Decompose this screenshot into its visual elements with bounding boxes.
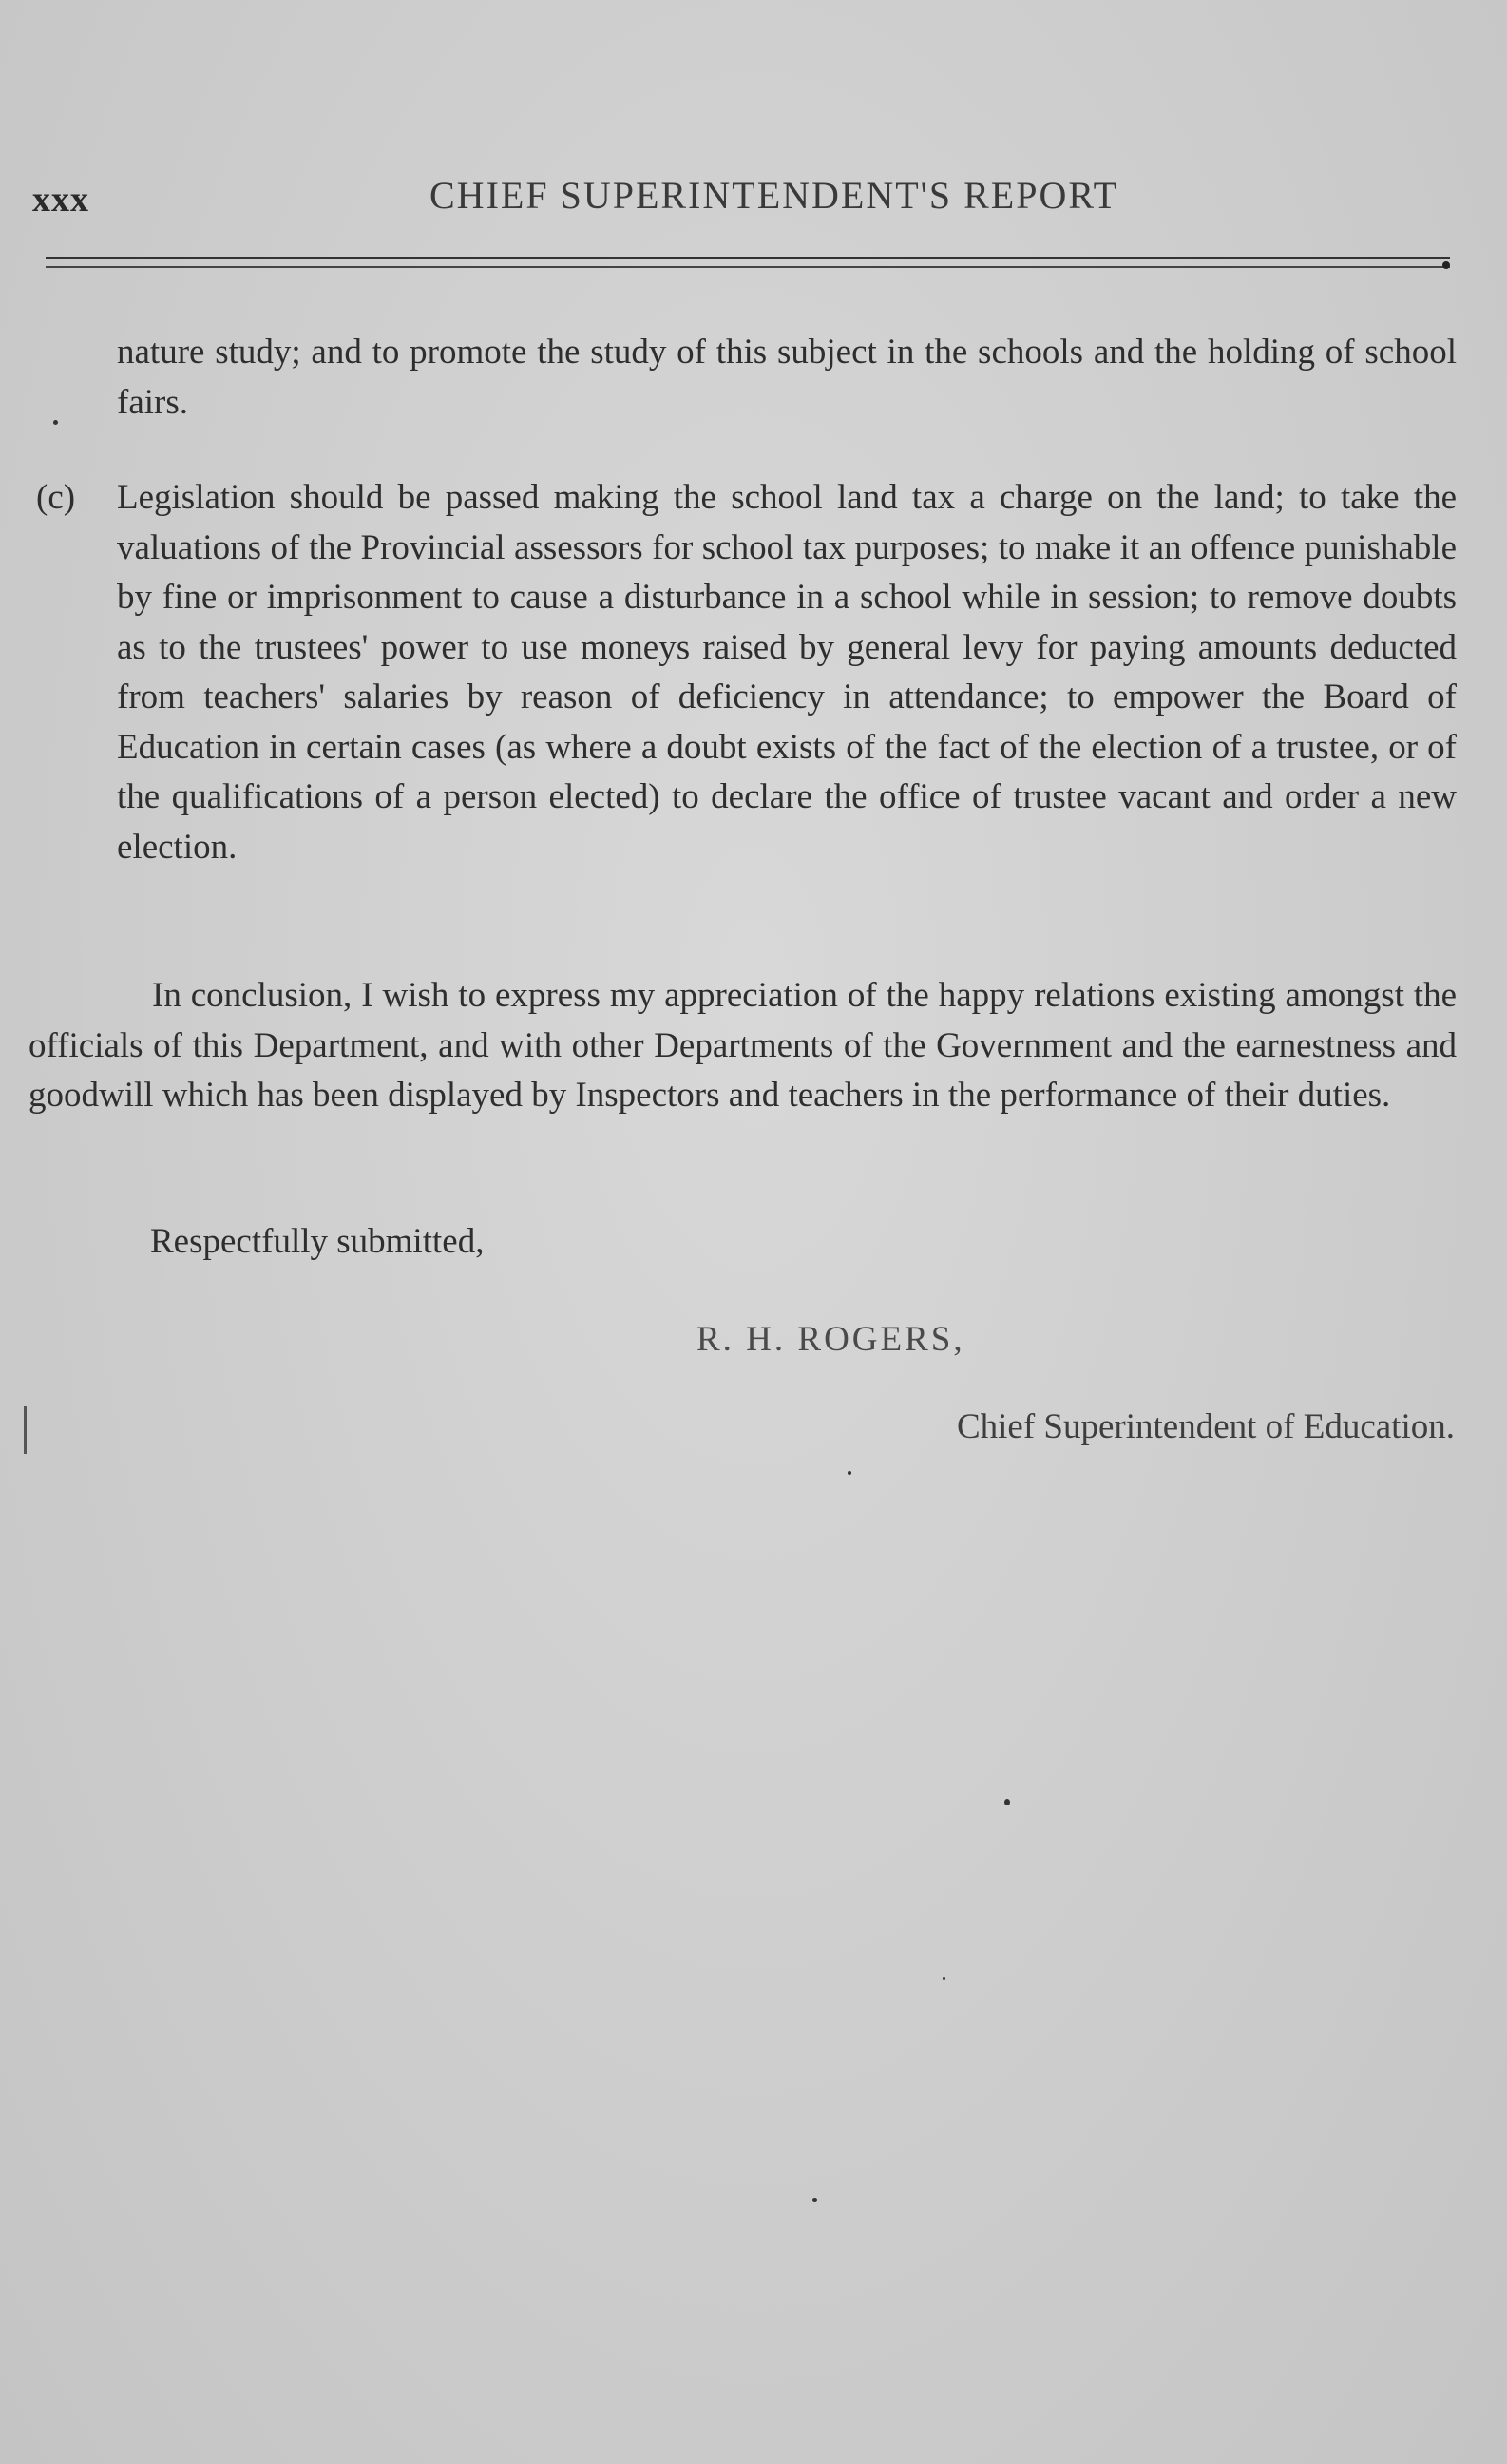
ink-speck [53, 420, 58, 425]
continuation-paragraph: nature study; and to promote the study of this subject in the schools and the holding of school fairs. [117, 333, 1457, 422]
header-rule-thick [46, 257, 1450, 259]
conclusion-paragraph: In conclusion, I wish to express my appreciation of the happy relations existing amongst the officials of this Department, and with other Departments of the Government and the earnestness and goodwill which has been displayed by Inspectors and teachers in the performance of their duties. [29, 976, 1457, 1115]
item-c-paragraph: Legislation should be passed making the school land tax a charge on the land; to take the valuations of the Provincial assessors for school tax purposes; to make it an offence punishable by fine or imprisonment to cause a disturbance in a school while in session; to remove doubts as to the trustees' power to use moneys raised by general levy for paying amounts deducted from teachers' salaries by reason of deficiency in attendance; to empower the Board of Education in certain cases (as where a doubt exists of the fact of the election of a trustee, or of the qualifications of a person elected) to declare the office of trustee vacant and order a new election. [117, 478, 1457, 867]
running-title: CHIEF SUPERINTENDENT'S REPORT [429, 174, 1119, 217]
header-rule-ornament [1442, 261, 1450, 269]
signatory-title: Chief Superintendent of Education. [956, 1407, 1455, 1446]
item-c-label: (c) [36, 478, 76, 517]
page-number: xxx [32, 180, 89, 220]
valediction: Respectfully submitted, [150, 1222, 485, 1261]
signatory-name: R. H. ROGERS, [696, 1320, 965, 1359]
header-rule-thin [46, 266, 1450, 268]
ink-speck [1004, 1799, 1010, 1805]
margin-mark [24, 1406, 27, 1454]
ink-speck [943, 1977, 945, 1980]
ink-speck [812, 2198, 817, 2202]
ink-speck [848, 1471, 851, 1475]
